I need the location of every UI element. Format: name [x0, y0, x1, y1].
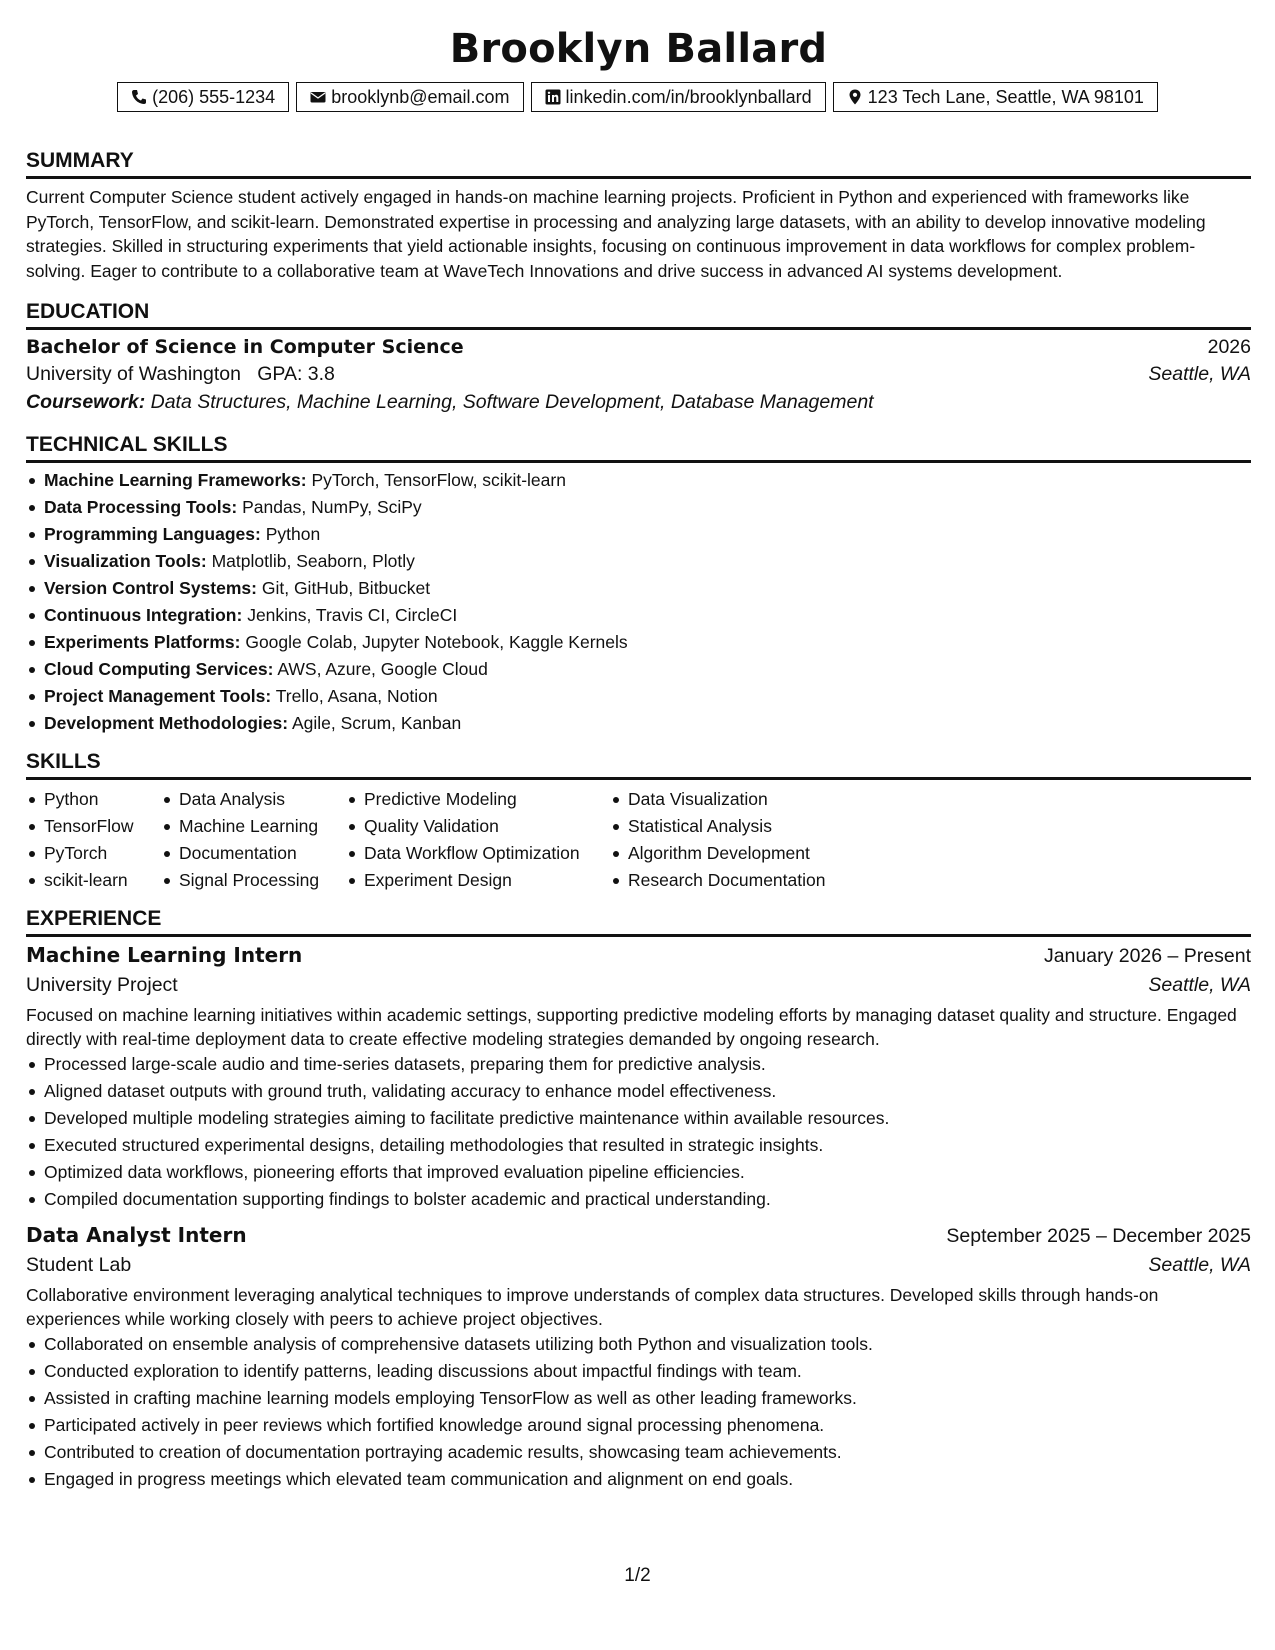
job-org-row: [26, 1254, 1251, 1277]
list-item: Contributed to creation of documentation portraying academic results, showcasing team achievements.: [44, 1439, 1251, 1466]
job-org-row: [26, 974, 1251, 997]
education-degree-row: [26, 336, 1251, 359]
linkedin-contact[interactable]: [531, 82, 826, 112]
phone-icon: [131, 89, 147, 105]
list-item: [44, 629, 1251, 656]
section-title-skills: SKILLS: [26, 749, 1251, 780]
list-item: Aligned dataset outputs with ground truth, validating accuracy to enhance model effectiveness.: [44, 1078, 1251, 1105]
contact-bar: [0, 82, 1275, 112]
list-item: Quality Validation: [364, 813, 610, 840]
job-organization: Student Lab: [26, 1254, 132, 1276]
linkedin-text[interactable]: linkedin.com/in/brooklynballard: [565, 86, 812, 107]
job-entry: [26, 1223, 1251, 1493]
section-title-technical-skills: TECHNICAL SKILLS: [26, 432, 1251, 463]
list-item: Algorithm Development: [628, 840, 888, 867]
gpa: GPA: 3.8: [257, 363, 335, 385]
job-location: Seattle, WA: [1148, 1254, 1251, 1276]
skills-column-3: [346, 786, 610, 894]
skill-values: Jenkins, Travis CI, CircleCI: [247, 605, 458, 625]
list-item: Predictive Modeling: [364, 786, 610, 813]
email-text[interactable]: brooklynb@email.com: [331, 86, 510, 107]
education-school-row: [26, 363, 1251, 386]
page-number: 1/2: [624, 1565, 651, 1586]
list-item: [44, 710, 1251, 737]
skill-category: Continuous Integration:: [44, 605, 243, 625]
list-item: Data Analysis: [179, 786, 346, 813]
list-item: Data Workflow Optimization: [364, 840, 610, 867]
coursework: [26, 391, 1251, 414]
skill-category: Development Methodologies:: [44, 713, 289, 733]
graduation-year: 2026: [1207, 336, 1251, 358]
skill-values: Trello, Asana, Notion: [275, 686, 438, 706]
list-item: scikit-learn: [44, 867, 161, 894]
linkedin-icon: [545, 89, 561, 105]
skill-values: Matplotlib, Seaborn, Plotly: [211, 551, 415, 571]
skills-grid: [26, 786, 1251, 894]
school-info: [26, 363, 335, 386]
job-organization: University Project: [26, 974, 178, 996]
degree-name: Bachelor of Science in Computer Science: [26, 336, 464, 358]
skill-values: Agile, Scrum, Kanban: [291, 713, 462, 733]
skill-category: Experiments Platforms:: [44, 632, 241, 652]
job-header-row: [26, 943, 1251, 968]
technical-skills-list: [26, 467, 1251, 737]
list-item: Optimized data workflows, pioneering efforts that improved evaluation pipeline efficiencies.: [44, 1159, 1251, 1186]
job-title: Machine Learning Intern: [26, 943, 303, 967]
list-item: TensorFlow: [44, 813, 161, 840]
candidate-name: Brooklyn Ballard: [449, 26, 828, 72]
skill-category: Programming Languages:: [44, 524, 261, 544]
section-title-education: EDUCATION: [26, 299, 1251, 330]
list-item: [44, 575, 1251, 602]
technical-skills-section: [26, 432, 1251, 737]
school-name: University of Washington: [26, 363, 241, 385]
list-item: [44, 494, 1251, 521]
job-description: Collaborative environment leveraging analytical techniques to improve understands of complex data structures. Developed skills through hands-on experiences while working closely with peers to achieve project objectives.: [26, 1285, 1159, 1329]
summary-text: Current Computer Science student actively engaged in hands-on machine learning projects. Proficient in Python and experienced with frameworks like PyTorch, TensorFlow, and scikit-learn. Demonstrated expertise in processing and analyzing large datasets, with an ability to develop innovative modeling strategies. Skilled in structuring experiments that yield actionable insights, focusing on continuous improvement in data workflows for complex problem-solving. Eager to contribute to a collaborative team at WaveTech Innovations and drive success in advanced AI systems development.: [26, 187, 1206, 281]
list-item: Data Visualization: [628, 786, 888, 813]
skill-values: Pandas, NumPy, SciPy: [242, 497, 422, 517]
list-item: Participated actively in peer reviews which fortified knowledge around signal processing phenomena.: [44, 1412, 1251, 1439]
job-bullets: [26, 1051, 1251, 1213]
job-entry: [26, 943, 1251, 1213]
list-item: Research Documentation: [628, 867, 888, 894]
section-title-summary: SUMMARY: [26, 148, 1251, 179]
envelope-icon: [310, 89, 326, 105]
skills-column-2: [161, 786, 346, 894]
education-section: [26, 299, 1251, 414]
address-text: 123 Tech Lane, Seattle, WA 98101: [867, 86, 1144, 107]
skill-values: AWS, Azure, Google Cloud: [277, 659, 488, 679]
coursework-list: Data Structures, Machine Learning, Software Development, Database Management: [150, 391, 874, 413]
list-item: Compiled documentation supporting findings to bolster academic and practical understanding.: [44, 1186, 1251, 1213]
list-item: Executed structured experimental designs, detailing methodologies that resulted in strategic insights.: [44, 1132, 1251, 1159]
list-item: Developed multiple modeling strategies aiming to facilitate predictive maintenance within available resources.: [44, 1105, 1251, 1132]
summary-section: [26, 148, 1251, 283]
list-item: [44, 683, 1251, 710]
list-item: [44, 602, 1251, 629]
coursework-label: Coursework:: [26, 391, 146, 413]
job-bullets: [26, 1331, 1251, 1493]
list-item: Statistical Analysis: [628, 813, 888, 840]
list-item: Documentation: [179, 840, 346, 867]
list-item: Signal Processing: [179, 867, 346, 894]
skills-column-1: [26, 786, 161, 894]
job-location: Seattle, WA: [1148, 974, 1251, 996]
email-contact[interactable]: [296, 82, 523, 112]
list-item: [44, 656, 1251, 683]
experience-section: [26, 906, 1251, 1493]
skill-category: Cloud Computing Services:: [44, 659, 274, 679]
list-item: [44, 548, 1251, 575]
skill-values: Python: [265, 524, 321, 544]
skill-values: Git, GitHub, Bitbucket: [261, 578, 431, 598]
job-dates: January 2026 – Present: [1043, 945, 1251, 967]
skill-category: Machine Learning Frameworks:: [44, 470, 307, 490]
list-item: [44, 521, 1251, 548]
list-item: Assisted in crafting machine learning models employing TensorFlow as well as other leading frameworks.: [44, 1385, 1251, 1412]
phone-text: (206) 555-1234: [152, 86, 276, 107]
list-item: Machine Learning: [179, 813, 346, 840]
map-pin-icon: [847, 89, 863, 105]
list-item: PyTorch: [44, 840, 161, 867]
skill-category: Project Management Tools:: [44, 686, 272, 706]
list-item: Conducted exploration to identify patterns, leading discussions about impactful findings with team.: [44, 1358, 1251, 1385]
school-location: Seattle, WA: [1148, 363, 1251, 385]
list-item: Engaged in progress meetings which elevated team communication and alignment on end goals.: [44, 1466, 1251, 1493]
job-dates: September 2025 – December 2025: [946, 1225, 1251, 1247]
skill-values: Google Colab, Jupyter Notebook, Kaggle Kernels: [245, 632, 628, 652]
skills-column-4: [610, 786, 888, 894]
list-item: Experiment Design: [364, 867, 610, 894]
job-title: Data Analyst Intern: [26, 1223, 247, 1247]
list-item: [44, 467, 1251, 494]
skill-category: Data Processing Tools:: [44, 497, 238, 517]
address-contact: [833, 82, 1158, 112]
skill-values: PyTorch, TensorFlow, scikit-learn: [311, 470, 566, 490]
skill-category: Version Control Systems:: [44, 578, 257, 598]
job-description: Focused on machine learning initiatives within academic settings, supporting predictive modeling efforts by managing dataset quality and structure. Engaged directly with real-time deployment data to create effective modeling strategies demanded by ongoing research.: [26, 1005, 1237, 1049]
job-header-row: [26, 1223, 1251, 1248]
phone-contact: [117, 82, 289, 112]
list-item: Python: [44, 786, 161, 813]
skills-section: [26, 749, 1251, 894]
section-title-experience: EXPERIENCE: [26, 906, 1251, 937]
skill-category: Visualization Tools:: [44, 551, 207, 571]
list-item: Collaborated on ensemble analysis of comprehensive datasets utilizing both Python and visualization tools.: [44, 1331, 1251, 1358]
list-item: Processed large-scale audio and time-series datasets, preparing them for predictive analysis.: [44, 1051, 1251, 1078]
